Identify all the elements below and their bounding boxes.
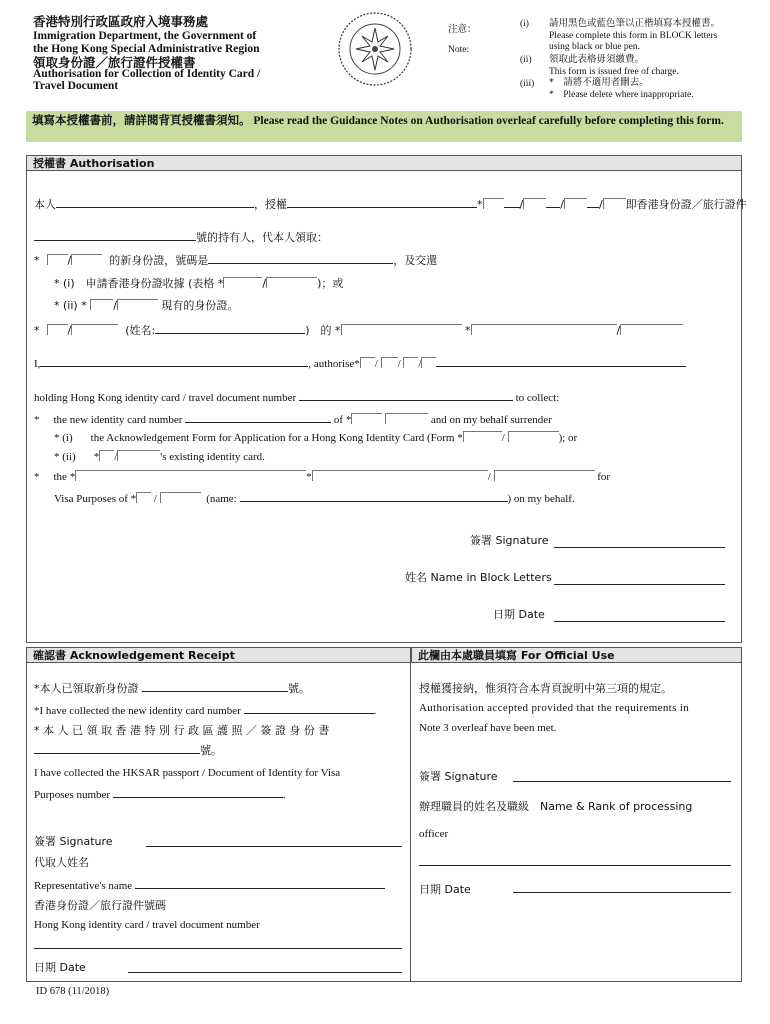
auth-date-field[interactable] — [554, 620, 725, 622]
representative-name-en-field[interactable] — [436, 355, 686, 367]
form-box[interactable] — [508, 431, 559, 442]
asterisk: * — [34, 254, 40, 267]
form-box[interactable] — [266, 277, 317, 288]
auth-cn-or-text: )；或 — [317, 277, 344, 290]
option-box[interactable] — [71, 324, 118, 335]
auth-cn-id-label: 即香港身份證／旅行證件 — [625, 198, 747, 211]
note-i-cn: 請用黑色或藍色筆以正楷填寫本授權書。 — [549, 18, 721, 29]
auth-cn-existing-text: 現有的身份證。 — [161, 299, 239, 312]
document-type-box[interactable] — [620, 324, 683, 335]
auth-en-i-label: I, — [34, 358, 41, 370]
asterisk: * — [465, 324, 471, 337]
receipt-id-cn: 香港身份證／旅行證件號碼 — [34, 899, 166, 912]
slash: / — [616, 324, 621, 337]
option-box[interactable] — [160, 492, 201, 503]
form-box[interactable] — [463, 431, 502, 442]
auth-en-authorise-label: , authorise — [308, 358, 355, 370]
title-box[interactable] — [421, 357, 436, 368]
dept-name-en-2: the Hong Kong Special Administrative Region — [33, 43, 260, 55]
receipt-date-field[interactable] — [128, 971, 402, 973]
asterisk: * — [477, 198, 483, 211]
auth-date-label: 日期 Date — [493, 608, 545, 621]
document-type-box[interactable] — [312, 470, 488, 481]
auth-cn-name-label: (姓名: — [125, 324, 156, 337]
receipt-rep-name-field[interactable] — [135, 877, 385, 889]
auth-cn-line-2 — [34, 229, 328, 245]
receipt-passport-en-field[interactable] — [113, 786, 283, 798]
slash: / — [153, 493, 157, 505]
auth-cn-new-id-text: 的新身份證，號碼是 — [109, 254, 209, 267]
slash: / — [262, 277, 267, 290]
note-i-number: (i) — [520, 19, 529, 29]
asterisk: * — [34, 414, 40, 426]
receipt-rep-name-en: Representative's name — [34, 880, 133, 892]
receipt-number-suffix-cn: 號。 — [288, 682, 310, 695]
document-type-box[interactable] — [494, 470, 595, 481]
blank-segment — [504, 196, 520, 208]
auth-en-existing-text: 's existing identity card. — [160, 451, 265, 463]
dept-name-en-1: Immigration Department, the Government of — [33, 30, 257, 42]
banner-text-cn: 填寫本授權書前，請詳閱背頁授權書須知。 — [32, 113, 251, 127]
auth-en-behalf-text: ) on my behalf. — [507, 493, 575, 505]
slash: / — [67, 254, 72, 267]
form-title-en-2: Travel Document — [33, 80, 119, 92]
auth-en-holding-text: holding Hong Kong identity card / travel document number — [34, 392, 297, 404]
slash: / — [487, 471, 491, 483]
auth-en-option-ii: * (ii) — [54, 451, 76, 463]
option-box[interactable] — [117, 450, 160, 461]
document-type-box[interactable] — [341, 324, 462, 335]
form-title-en-1: Authorisation for Collection of Identity Card / — [33, 68, 261, 80]
receipt-rep-name-cn: 代取人姓名 — [34, 856, 89, 869]
auth-en-line-3 — [34, 411, 552, 426]
official-date-label: 日期 Date — [419, 883, 471, 896]
receipt-number-suffix-cn-2: 號。 — [200, 744, 222, 757]
auth-en-line-4 — [54, 431, 577, 444]
representative-name-cn-field[interactable] — [287, 196, 477, 208]
title-box[interactable] — [360, 357, 375, 368]
auth-en-line-1 — [34, 355, 686, 370]
form-id: ID 678 (11/2018) — [36, 986, 110, 997]
asterisk: * — [335, 324, 341, 337]
slash: / — [114, 451, 118, 463]
auth-cn-authorise-label: ，授權 — [254, 198, 287, 211]
option-box[interactable] — [351, 413, 382, 424]
receipt-id-en: Hong Kong identity card / travel document number — [34, 919, 260, 931]
banner-text-en: Please read the Guidance Notes on Authorisation overleaf carefully before completing this form. — [250, 115, 724, 127]
official-accepted-en-2: Note 3 overleaf have been met. — [419, 722, 557, 734]
title-box[interactable] — [381, 357, 398, 368]
slash: / — [67, 324, 72, 337]
auth-cn-line-6 — [34, 322, 683, 338]
new-id-number-en-field[interactable] — [185, 411, 331, 423]
auth-cn-receipt-text: * (i) 申請香港身份證收據 (表格 * — [54, 277, 224, 290]
auth-en-line-5 — [54, 450, 265, 463]
official-signature-label: 簽署 Signature — [419, 770, 498, 783]
asterisk: * — [354, 358, 360, 370]
receipt-new-id-cn-field[interactable] — [142, 680, 288, 692]
slash: / — [397, 358, 401, 370]
auth-en-surrender-text: and on my behalf surrender — [430, 414, 552, 426]
receipt-collected-cn: *本人已領取新身份證 — [34, 682, 139, 695]
blank-segment — [546, 196, 560, 208]
title-box[interactable] — [403, 357, 418, 368]
auth-en-option-i: * (i) — [54, 432, 73, 444]
auth-cn-principal-label: 本人 — [34, 198, 56, 211]
option-box[interactable] — [136, 492, 151, 503]
receipt-signature-field[interactable] — [146, 845, 402, 847]
auth-en-of-text: of * — [333, 414, 352, 426]
receipt-new-id-en-field[interactable] — [244, 702, 374, 714]
representative-id-cn-field[interactable] — [34, 229, 196, 241]
receipt-line-5: I have collected the HKSAR passport / Document of Identity for Visa — [34, 767, 341, 779]
note-ii-en: This form is issued free of charge. — [549, 67, 679, 77]
note-iii-cn: * 請將不適用者刪去。 — [549, 77, 649, 88]
option-box[interactable] — [47, 254, 68, 265]
official-accepted-cn: 授權獲接納，惟須符合本背頁說明中第三項的規定。 — [419, 682, 672, 695]
slash: / — [501, 432, 505, 444]
option-box[interactable] — [47, 324, 68, 335]
note-iii-number: (iii) — [520, 79, 535, 89]
official-signature-field[interactable] — [513, 780, 731, 782]
receipt-collected-en: *I have collected the new identity card number — [34, 705, 241, 717]
official-accepted-en-1: Authorisation accepted provided that the requirements in — [419, 702, 690, 714]
receipt-passport-cn-field[interactable] — [34, 742, 200, 754]
auth-en-new-id-text: the new identity card number — [53, 414, 183, 426]
auth-cn-of-text: ) 的 — [305, 324, 332, 337]
official-name-rank-label: 辦理職員的姓名及職級 Name & Rank of processing — [419, 800, 693, 813]
receipt-line-2: *I have collected the new identity card number . — [34, 702, 376, 717]
note-i-en-2: using black or blue pen. — [549, 42, 641, 52]
auth-signature-field[interactable] — [554, 546, 725, 548]
note-i-en-1: Please complete this form in BLOCK letters — [549, 31, 718, 41]
document-type-box[interactable] — [471, 324, 617, 335]
auth-cn-line-4 — [54, 275, 343, 291]
auth-name-block-field[interactable] — [554, 583, 725, 585]
hksar-emblem-icon — [336, 10, 414, 88]
id-prefix-box[interactable] — [483, 198, 504, 209]
auth-cn-surrender-text: ，及交還 — [393, 254, 438, 267]
id-box-2[interactable] — [523, 198, 546, 209]
auth-en-line-7 — [54, 490, 575, 505]
slash: / — [560, 198, 564, 211]
new-id-number-cn-field[interactable] — [208, 252, 393, 264]
receipt-line-4 — [34, 742, 222, 758]
receipt-line-6: Purposes number . — [34, 786, 286, 801]
option-box[interactable] — [71, 254, 102, 265]
principal-name-cn-field[interactable] — [56, 196, 254, 208]
authorisation-heading: 授權書 Authorisation — [26, 155, 742, 171]
asterisk: * — [34, 324, 40, 337]
auth-cn-line-1 — [34, 196, 747, 212]
auth-en-collect-text: to collect: — [515, 392, 560, 404]
auth-en-the-text: the * — [53, 471, 76, 483]
auth-en-name-label: (name: — [206, 493, 237, 505]
instruction-banner — [26, 111, 742, 142]
note-ii-number: (ii) — [520, 55, 532, 65]
dept-name-cn: 香港特別行政區政府入境事務處 — [33, 14, 209, 29]
form-title-cn: 領取身份證／旅行證件授權書 — [33, 55, 196, 70]
representative-id-en-field[interactable] — [299, 389, 513, 401]
form-box[interactable] — [223, 277, 262, 288]
document-type-box[interactable] — [75, 470, 306, 481]
receipt-date-label: 日期 Date — [34, 961, 86, 974]
slash: / — [374, 358, 378, 370]
official-date-field[interactable] — [513, 891, 731, 893]
holder-name-en-field[interactable] — [240, 490, 508, 502]
receipt-heading: 確認書 Acknowledgement Receipt — [26, 647, 411, 663]
receipt-rep-line — [34, 877, 385, 892]
slash: / — [113, 299, 117, 312]
receipt-signature-label: 簽署 Signature — [34, 835, 113, 848]
auth-cn-holder-text: 號的持有人，代本人領取： — [196, 231, 328, 244]
holder-name-cn-field[interactable] — [155, 322, 305, 334]
receipt-line-1 — [34, 680, 310, 696]
auth-name-block-label: 姓名 Name in Block Letters — [405, 571, 552, 584]
option-box[interactable] — [117, 299, 158, 310]
option-box[interactable] — [385, 413, 428, 424]
receipt-id-field[interactable] — [34, 947, 402, 949]
blank-segment — [587, 196, 599, 208]
note-label-en: Note: — [448, 45, 470, 55]
auth-en-for-text: for — [597, 471, 611, 483]
asterisk: * — [306, 471, 312, 483]
id-box-3[interactable] — [564, 198, 587, 209]
auth-cn-existing-prefix: * (ii) * — [54, 299, 87, 312]
slash: / — [418, 358, 422, 370]
official-officer-label: officer — [419, 828, 449, 840]
note-ii-cn: 領取此表格毋須繳費。 — [549, 54, 645, 65]
auth-cn-line-3 — [34, 252, 437, 268]
note-label-cn: 注意： — [448, 24, 477, 35]
id-box-4[interactable] — [603, 198, 626, 209]
option-box[interactable] — [99, 450, 114, 461]
official-name-rank-field[interactable] — [419, 864, 731, 866]
asterisk: * — [34, 471, 40, 483]
auth-signature-label: 簽署 Signature — [470, 534, 549, 547]
note-iii-en: * Please delete where inappropriate. — [549, 90, 694, 100]
option-box[interactable] — [90, 299, 113, 310]
receipt-line-3: * 本 人 已 領 取 香 港 特 別 行 政 區 護 照 ／ 簽 證 身 份 書 — [34, 724, 330, 737]
receipt-purposes-number: Purposes number — [34, 789, 111, 801]
auth-en-line-6 — [34, 470, 610, 483]
slash: / — [519, 198, 524, 211]
auth-en-or-text: ); or — [558, 432, 578, 444]
official-use-heading: 此欄由本處職員填寫 For Official Use — [411, 647, 742, 663]
auth-en-receipt-text: the Acknowledgement Form for Application for a Hong Kong Identity Card (Form * — [90, 432, 463, 444]
slash: / — [598, 198, 603, 211]
principal-name-en-field[interactable] — [40, 355, 308, 367]
auth-en-line-2 — [34, 389, 559, 404]
asterisk: * — [93, 451, 100, 463]
auth-cn-line-5 — [54, 297, 238, 313]
auth-en-visa-text: Visa Purposes of * — [54, 493, 137, 505]
